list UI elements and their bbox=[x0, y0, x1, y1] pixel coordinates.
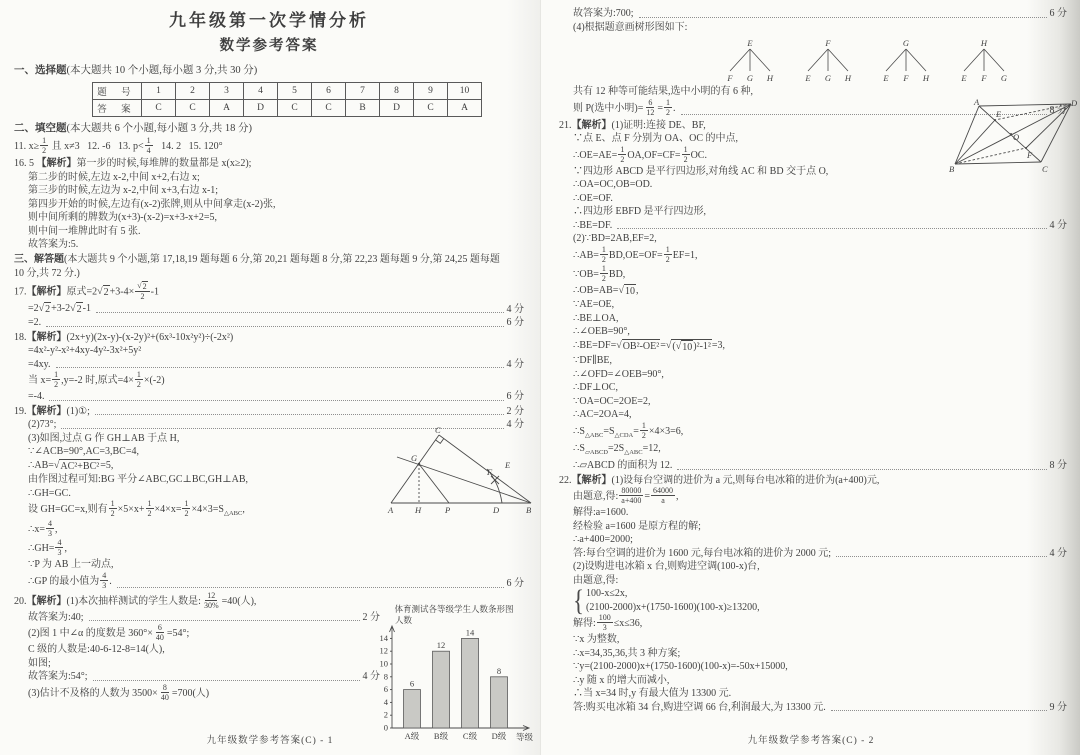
chart-title: 体育测试各等级学生人数条形图 bbox=[394, 604, 514, 614]
content-line: ∵∠ACB=90°,AC=3,BC=4, bbox=[28, 446, 139, 457]
answer-cell: A bbox=[210, 100, 244, 117]
score-label: 2 分 bbox=[362, 611, 380, 623]
question-number-cell: 9 bbox=[414, 83, 448, 100]
fraction: $\frac{1}{2}$ bbox=[666, 97, 671, 117]
bar-value-label: 6 bbox=[409, 678, 415, 689]
content-line: ∴BE=DF. 4 分 bbox=[573, 219, 1067, 231]
content-line: 20.【解析】(1)本次抽样测试的学生人数是: $\frac{12}{30\%}$ =40(人), bbox=[14, 590, 257, 610]
fraction: $\frac{4}{3}$ bbox=[57, 538, 62, 558]
page-1-content bbox=[0, 0, 540, 703]
content-line: ∴GP 的最小值为 $\frac{4}{3}$ . 6 分 bbox=[28, 570, 524, 590]
answer-cell: D bbox=[380, 100, 414, 117]
y-tick-label: 2 bbox=[383, 709, 388, 720]
vertex-label: E bbox=[996, 109, 1002, 119]
answer-cell: A bbox=[448, 100, 482, 117]
fraction: $\frac{1}{2}$ bbox=[184, 499, 189, 518]
content-line: =2. 6 分 bbox=[28, 317, 524, 328]
content-line: ∴y 随 x 的增大而减小, bbox=[573, 674, 670, 686]
content-line: ∵AE=OE, bbox=[573, 299, 615, 310]
dotted-leader bbox=[93, 680, 360, 681]
y-tick-label: 6 bbox=[383, 684, 388, 695]
content-line: =4xy. 4 分 bbox=[28, 358, 524, 370]
svg-text:E: E bbox=[805, 73, 811, 83]
vertex-label: O bbox=[1013, 132, 1020, 142]
svg-text:E: E bbox=[961, 73, 967, 83]
page-1-footer: 九年级数学参考答案(C) - 1 bbox=[206, 736, 334, 746]
bar-C级 bbox=[462, 638, 479, 728]
svg-text:H: H bbox=[766, 73, 774, 83]
content-line: C 级的人数是:40-6-12-8=14(人), bbox=[28, 644, 165, 656]
content-line: 第三步的时候,左边为 x-2,中间 x+3,右边 x-1; bbox=[28, 185, 219, 196]
page-2 bbox=[540, 0, 1080, 755]
bar-B级 bbox=[433, 651, 450, 728]
content-line: ∵OB= $\frac{1}{2}$ BD, bbox=[573, 263, 626, 283]
section1-heading: 一、选择题(本大题共 10 个小题,每小题 3 分,共 30 分) bbox=[14, 65, 258, 76]
content-line: ∴DF⊥OC, bbox=[573, 382, 618, 393]
table-answer-label: 答 案 bbox=[93, 100, 142, 117]
dotted-leader bbox=[49, 400, 503, 401]
fraction: $\frac{8}{40}$ bbox=[160, 682, 169, 702]
answer-cell: C bbox=[176, 100, 210, 117]
content-line: ∴a+400=2000; bbox=[573, 534, 633, 546]
fraction: $\frac{1}{4}$ bbox=[146, 136, 151, 155]
svg-text:G: G bbox=[1000, 73, 1008, 83]
section2-heading: 二、填空题(本大题共 6 个小题,每小题 3 分,共 18 分) bbox=[14, 123, 252, 134]
fraction: $\frac{6}{12}$ bbox=[646, 97, 655, 117]
page-title: 九年级第一次学情分析 bbox=[169, 11, 369, 30]
content-line: ∴OB=AB=√ 10 , bbox=[573, 284, 639, 297]
svg-text:F: F bbox=[981, 73, 987, 83]
svg-text:E: E bbox=[747, 38, 753, 48]
tree-diagram bbox=[955, 37, 1013, 83]
vertex-label: C bbox=[435, 425, 441, 435]
content-line: (4)根据题意画树形图如下: bbox=[573, 21, 688, 33]
x-tick-label: B级 bbox=[433, 731, 449, 741]
content-line: ∴x=34,35,36,共 3 种方案; bbox=[573, 647, 681, 659]
fraction: $\frac{100}{3}$ bbox=[598, 613, 611, 633]
svg-text:H: H bbox=[980, 38, 988, 48]
score-label: 2 分 bbox=[506, 405, 524, 417]
content-line: 第四步开始的时候,左边有(x-2)张牌,则从中间拿走(x-2)张, bbox=[28, 198, 276, 210]
fraction: $\frac{4}{3}$ bbox=[102, 570, 107, 590]
answer-cell: C bbox=[414, 100, 448, 117]
svg-text:G: G bbox=[746, 73, 754, 83]
question-number-cell: 4 bbox=[244, 83, 278, 100]
fraction: $\frac{6}{40}$ bbox=[155, 623, 164, 643]
question-number-cell: 2 bbox=[176, 83, 210, 100]
svg-text:F: F bbox=[825, 38, 831, 48]
content-line: ∴OA=OC,OB=OD. bbox=[573, 179, 653, 190]
content-line: 第二步的时候,左边 x-2,中间 x+2,右边 x; bbox=[28, 171, 200, 183]
fraction: $\frac{1}{2}$ bbox=[665, 244, 670, 264]
content-line: 设 GH=GC=x,则有 $\frac{1}{2}$ ×5×x+ $\frac{1}{2}$ ×4×x= $\frac{1}{2}$ $\times 4\times 3=S_{\triangle ABC}$, bbox=[28, 499, 245, 518]
vertex-label: F bbox=[1027, 150, 1033, 160]
vertex-label: D bbox=[1071, 98, 1078, 108]
fraction: $\frac{1}{2}$ bbox=[54, 370, 59, 389]
dotted-leader bbox=[95, 414, 504, 415]
content-line: 19.【解析】(1)①; 2 分 bbox=[14, 405, 524, 417]
vertex-label: F bbox=[487, 467, 493, 477]
bar-value-label: 12 bbox=[436, 640, 446, 651]
dotted-leader bbox=[46, 326, 503, 327]
content-line: =-4. 6 分 bbox=[28, 391, 524, 402]
content-line: ∵四边形 ABCD 是平行四边形,对角线 AC 和 BD 交于点 O, bbox=[573, 165, 829, 177]
content-line: ∴GH=GC. bbox=[28, 487, 71, 499]
score-label: 4 分 bbox=[1049, 547, 1067, 559]
content-line: ∵OA=OC=2OE=2, bbox=[573, 395, 651, 407]
content-line: 故答案为:54°; 4 分 bbox=[28, 671, 380, 683]
content-line: 由题意,得: $\frac{80000}{a+400}$ = $\frac{64000}{a}$ , bbox=[573, 486, 679, 506]
content-line: ∴AB=√ AC²+BC² =5, bbox=[28, 459, 114, 472]
question-number-cell: 6 bbox=[312, 83, 346, 100]
content-line: 当 x= $\frac{1}{2}$ ,y=-2 时,原式=4× $\frac{1}{2}$ ×(-2) bbox=[28, 370, 165, 389]
score-label: 6 分 bbox=[506, 578, 524, 590]
answer-cell: D bbox=[244, 100, 278, 117]
x-tick-label: D级 bbox=[491, 731, 507, 741]
tree-diagram bbox=[799, 37, 857, 83]
fraction: $\frac{1}{2}$ bbox=[147, 499, 152, 518]
question-number-cell: 7 bbox=[346, 83, 380, 100]
question-number-cell: 1 bbox=[142, 83, 176, 100]
inequality-system: { 100-x≤2x, (2100-2000)x+(1750-1600)(100-x)≥13200, bbox=[573, 583, 760, 617]
y-tick-label: 0 bbox=[383, 722, 388, 733]
content-line: =2√ 2 +3-2√ 2 -1 4 分 bbox=[28, 302, 524, 315]
question-number-cell: 5 bbox=[278, 83, 312, 100]
dotted-leader bbox=[677, 469, 1046, 470]
content-line: 则中间所剩的牌数为(x+3)-(x-2)=x+3-x+2=5, bbox=[28, 212, 218, 223]
content-line: 如图; bbox=[28, 657, 51, 669]
parallelogram-figure-svg bbox=[949, 98, 1079, 176]
content-line: (2)设购进电冰箱 x 台,则购进空调(100-x)台, bbox=[573, 561, 760, 573]
svg-text:H: H bbox=[922, 73, 930, 83]
bar-D级 bbox=[491, 677, 508, 728]
content-line: 答:购买电冰箱 34 台,购进空调 66 台,利润最大,为 13300 元. 9 分 bbox=[573, 701, 1067, 713]
fraction: $\frac{1}{2}$ bbox=[136, 370, 141, 389]
dotted-leader bbox=[117, 587, 504, 588]
bar-chart-svg bbox=[366, 602, 538, 752]
fraction: $\frac{1}{2}$ bbox=[641, 420, 646, 440]
content-line: ∴AB= $\frac{1}{2}$ BD,OE=OF= $\frac{1}{2}$ EF=1, bbox=[573, 244, 698, 264]
answer-cell: C bbox=[312, 100, 346, 117]
content-line: (2100-2000)x+(1750-1600)(100-x)≥13200, bbox=[586, 601, 760, 613]
score-label: 4 分 bbox=[1049, 219, 1067, 231]
content-line: 则中间一堆牌此时有 5 张. bbox=[28, 225, 141, 237]
vertex-label: A bbox=[388, 505, 394, 515]
y-tick-label: 12 bbox=[379, 645, 388, 656]
question-number-cell: 8 bbox=[380, 83, 414, 100]
y-tick-label: 14 bbox=[379, 632, 388, 643]
content-line: ∵点 E、点 F 分别为 OA、OC 的中点, bbox=[573, 133, 739, 144]
bar-A级 bbox=[404, 690, 421, 728]
vertex-label: C bbox=[1042, 164, 1048, 174]
fraction: $\frac{64000}{a}$ bbox=[652, 486, 673, 506]
content-line: $\therefore S_{▱ABCD}=2S_{\triangle ABC}=12$, bbox=[573, 442, 661, 456]
fraction: $\frac{1}{2}$ bbox=[601, 263, 606, 283]
vertex-label: B bbox=[526, 505, 532, 515]
tree-diagrams bbox=[721, 37, 1067, 83]
content-line: ∵DF∥BE, bbox=[573, 355, 613, 366]
score-label: 4 分 bbox=[506, 419, 524, 430]
dotted-leader bbox=[617, 228, 1046, 229]
content-line: 三、解答题(本大题共 9 个小题,第 17,18,19 题每题 6 分,第 20,21 题每题 8 分,第 22,23 题每题 9 分,第 24,25 题每题 bbox=[14, 253, 500, 265]
parallelogram-figure bbox=[949, 98, 1079, 176]
content-line: ∵y=(2100-2000)x+(1750-1600)(100-x)=-50x+15000, bbox=[573, 661, 788, 673]
content-line: ∴四边形 EBFD 是平行四边形, bbox=[573, 206, 707, 217]
content-line: ∴OE=OF. bbox=[573, 192, 613, 204]
content-line: ∴▱ABCD 的面积为 12. 8 分 bbox=[573, 460, 1067, 472]
question-number-cell: 10 bbox=[448, 83, 482, 100]
dotted-leader bbox=[836, 556, 1046, 557]
score-label: 4 分 bbox=[506, 358, 524, 370]
content-line: 18.【解析】(2x+y)(2x-y)-(x-2y)²+(6x³-10x²y²)÷(-2x²) bbox=[14, 331, 234, 343]
content-line: 解得: $\frac{100}{3}$ ≤x≤36, bbox=[573, 613, 643, 633]
svg-text:G: G bbox=[824, 73, 832, 83]
content-line: ∴∠OEB=90°, bbox=[573, 326, 630, 337]
bar-chart-figure bbox=[366, 602, 538, 752]
content-line: 故答案为:700; 6 分 bbox=[573, 8, 1067, 19]
content-line: (3)估计不及格的人数为 3500× $\frac{8}{40}$ =700(人) bbox=[28, 682, 210, 702]
content-line: 经检验 a=1600 是原方程的解; bbox=[573, 520, 701, 532]
content-line: 17.【解析】原式=2√ 2 +3-4× √ 2 2 -1 bbox=[14, 280, 159, 301]
content-line: 解得:a=1600. bbox=[573, 507, 629, 519]
title-block bbox=[14, 10, 524, 57]
fraction: $\frac{80000}{a+400}$ bbox=[621, 486, 642, 506]
content-line: 22.【解析】(1)设每台空调的进价为 a 元,则每台电冰箱的进价为(a+400)元, bbox=[559, 474, 880, 486]
dotted-leader bbox=[89, 620, 360, 621]
content-line: 故答案为:40; 2 分 bbox=[28, 611, 380, 623]
score-label: 6 分 bbox=[506, 317, 524, 328]
answer-table bbox=[92, 82, 482, 117]
vertex-label: B bbox=[949, 164, 955, 174]
content-line: ∵P 为 AB 上一动点, bbox=[28, 559, 114, 571]
svg-text:G: G bbox=[902, 38, 910, 48]
content-line: 由题意,得: bbox=[573, 574, 619, 586]
score-label: 8 分 bbox=[1049, 105, 1067, 116]
svg-text:F: F bbox=[903, 73, 909, 83]
tree-diagram bbox=[721, 37, 779, 83]
fraction: $\frac{1}{2}$ bbox=[601, 244, 606, 264]
content-line: 10 分,共 72 分.) bbox=[14, 268, 80, 279]
content-line: 则 P(选中小明)= $\frac{6}{12}$ = $\frac{1}{2}$ . 8 分 bbox=[573, 97, 1067, 117]
vertex-label: A bbox=[974, 98, 980, 107]
x-tick-label: C级 bbox=[462, 731, 478, 741]
score-label: 6 分 bbox=[506, 391, 524, 402]
content-line: 21.【解析】(1)证明:连接 DE、BF, bbox=[559, 119, 706, 131]
svg-text:F: F bbox=[727, 73, 733, 83]
answer-cell: C bbox=[142, 100, 176, 117]
content-line: ∴BE⊥OA, bbox=[573, 312, 619, 324]
y-tick-label: 8 bbox=[383, 671, 388, 682]
bar-value-label: 8 bbox=[496, 665, 502, 676]
vertex-label: G bbox=[411, 453, 418, 463]
fraction: $\frac{1}{2}$ bbox=[620, 144, 625, 164]
content-line: ∵x 为整数, bbox=[573, 634, 620, 646]
score-label: 4 分 bbox=[362, 671, 380, 683]
content-line: ∴x= $\frac{4}{3}$ , bbox=[28, 519, 58, 539]
content-line: 100-x≤2x, bbox=[586, 588, 628, 600]
content-line: ∴AC=2OA=4, bbox=[573, 409, 632, 420]
vertex-label: D bbox=[493, 505, 500, 515]
question-number-cell: 3 bbox=[210, 83, 244, 100]
content-line: ∴BE=DF=√ OB²-OE² =√ (√ 10 )²-1² =3, bbox=[573, 339, 726, 353]
content-line: (3)如图,过点 G 作 GH⊥AB 于点 H, bbox=[28, 432, 180, 444]
content-line: (2)73°; 4 分 bbox=[28, 419, 524, 430]
x-tick-label: A级 bbox=[404, 731, 420, 741]
content-line: ∴当 x=34 时,y 有最大值为 13300 元. bbox=[573, 688, 732, 700]
score-label: 8 分 bbox=[1049, 460, 1067, 472]
table-header-label: 题 号 bbox=[93, 83, 142, 100]
svg-text:E: E bbox=[883, 73, 889, 83]
content-line: $\therefore S_{\triangle ABC}=S_{\triangle CDA}=$ $\frac{1}{2}$ ×4×3=6, bbox=[573, 420, 684, 440]
fraction: $\frac{1}{2}$ bbox=[42, 136, 47, 155]
content-line: =4x²-y²-x²+4xy-4y²-3x²+5y² bbox=[28, 345, 142, 356]
x-axis-label: 等级 bbox=[516, 732, 534, 742]
content-line: (2)∵BD=2AB,EF=2, bbox=[573, 233, 657, 244]
vertex-label: H bbox=[415, 505, 422, 515]
content-line: 故答案为:5. bbox=[28, 239, 79, 250]
triangle-figure-svg bbox=[385, 425, 537, 517]
content-line: ∴∠OFD=∠OEB=90°, bbox=[573, 368, 664, 380]
dotted-leader bbox=[56, 367, 504, 368]
content-line: ∴GH= $\frac{4}{3}$ , bbox=[28, 538, 67, 558]
answer-cell: B bbox=[346, 100, 380, 117]
svg-text:H: H bbox=[844, 73, 852, 83]
content-line: ∴OE=AE= $\frac{1}{2}$ OA,OF=CF= $\frac{1}{2}$ OC. bbox=[573, 144, 707, 164]
y-axis-label: 人数 bbox=[395, 615, 413, 625]
vertex-label: P bbox=[445, 505, 451, 515]
bar-value-label: 14 bbox=[465, 627, 475, 638]
tree-diagram bbox=[877, 37, 935, 83]
answer-cell: C bbox=[278, 100, 312, 117]
fraction: $\frac{1}{2}$ bbox=[683, 144, 688, 164]
page-2-footer: 九年级数学参考答案(C) - 2 bbox=[747, 736, 875, 746]
page-subtitle: 数学参考答案 bbox=[219, 38, 319, 54]
vertex-label: E bbox=[505, 460, 511, 470]
triangle-figure bbox=[385, 425, 537, 517]
content-line: 16. 5 【解析】第一步的时候,每堆牌的数量都是 x(x≥2); bbox=[14, 158, 252, 169]
fraction: $\frac{4}{3}$ bbox=[48, 519, 53, 539]
content-line: (2)图 1 中∠α 的度数是 360°× $\frac{6}{40}$ =54°; bbox=[28, 623, 190, 643]
score-label: 4 分 bbox=[506, 303, 524, 315]
dotted-leader bbox=[831, 710, 1047, 711]
content-line: 共有 12 种等可能结果,选中小明的有 6 种, bbox=[573, 86, 753, 97]
fraction: $\frac{12}{30\%}$ bbox=[203, 590, 219, 610]
content-line: 11. x≥ $\frac{1}{2}$ 且 x≠3 12. -6 13. p< $\frac{1}{4}$ 14. 2 15. 120° bbox=[14, 136, 223, 155]
dotted-leader bbox=[639, 17, 1047, 18]
score-label: 9 分 bbox=[1049, 701, 1067, 713]
y-tick-label: 4 bbox=[383, 696, 388, 707]
content-line: 答:每台空调的进价为 1600 元,每台电冰箱的进价为 2000 元; 4 分 bbox=[573, 547, 1067, 559]
score-label: 6 分 bbox=[1049, 8, 1067, 19]
fraction: √ 2 2 bbox=[135, 281, 149, 301]
y-tick-label: 10 bbox=[379, 658, 388, 669]
fraction: $\frac{1}{2}$ bbox=[110, 499, 115, 518]
content-line: 由作图过程可知:BG 平分∠ABC,GC⊥BC,GH⊥AB, bbox=[28, 474, 248, 485]
dotted-leader bbox=[96, 312, 504, 313]
